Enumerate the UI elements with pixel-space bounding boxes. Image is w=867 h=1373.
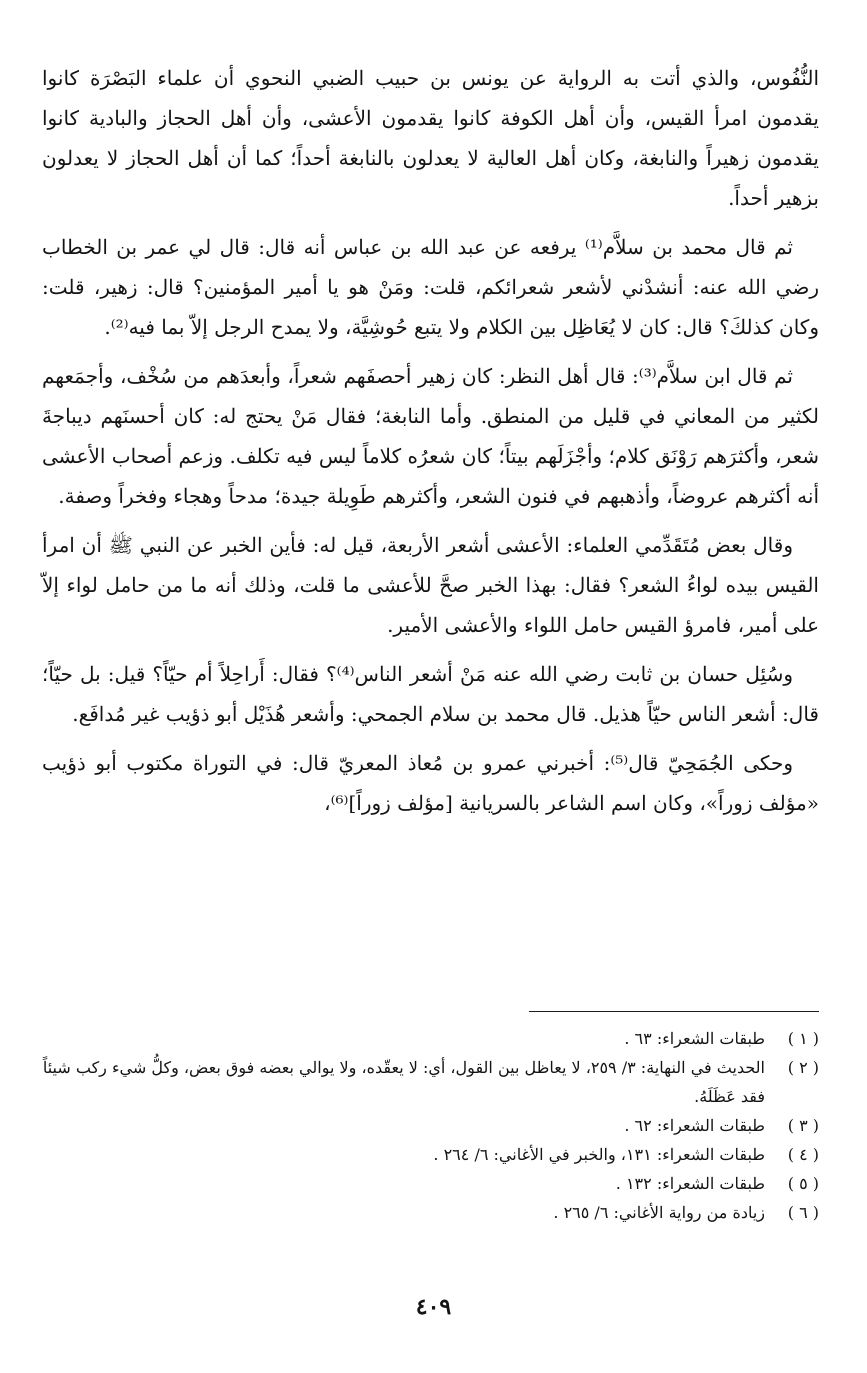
- footnote-number: ( ١ ): [787, 1029, 819, 1048]
- footnote-text: طبقات الشعراء: ١٣٢ .: [615, 1174, 765, 1193]
- paragraph-3: ثم قال ابن سلاَّم⁽³⁾: قال أهل النظر: كان زهير أحصفَهم شعراً، وأبعدَهم من سُخْف، وأجمَعهم لكثير من المعاني في قليل من المنطق. وأما النابغة؛ فقال مَنْ يحتج له: كان أحسنَهم ديباجةَ شعر، وأكثرَهم رَوْنَق كلام؛ وأجْزَلَهم بيتاً؛ كان شعرُه كلاماً ليس فيه تكلف. وزعم أصحاب الأعشى أنه أكثرهم عروضاً، وأذهبهم في فنون الشعر، وأكثرهم طَوِيلة جيدة؛ مدحاً وهجاء وفخراً وصفة.: [42, 364, 819, 508]
- footnote-text: الحديث في النهاية: ٣/ ٢٥٩، لا يعاظل بين القول، أي: لا يعقّده، ولا يوالي بعضه فوق بعض، وكلُّ شيء ركب شيئاً فقد عَظَلَهُ.: [42, 1058, 765, 1106]
- paragraph-1: النُّفُوس، والذي أتت به الرواية عن يونس بن حبيب الضبي النحوي أن علماء البَصْرَة كانوا يقدمون امرأ القيس، وأن أهل الكوفة كانوا يقدمون الأعشى، وأن أهل الحجاز والبادية كانوا يقدمون زهيراً والنابغة، وكان أهل العالية لا يعدلون بالنابغة أحداً؛ كما أن أهل الحجاز لا يعدلون بزهير أحداً.: [42, 66, 819, 210]
- page-number: ٤٠٩: [415, 1294, 452, 1320]
- footnote-text: طبقات الشعراء: ٦٢ .: [624, 1116, 765, 1135]
- footnote-number: ( ٦ ): [787, 1203, 819, 1222]
- footnote-6: [42, 1198, 819, 1227]
- paragraph-6: وحكى الجُمَحِيّ قال⁽⁵⁾: أخبرني عمرو بن مُعاذ المعريّ قال: في التوراة مكتوب أبو ذؤيب «مؤلف زوراً»، وكان اسم الشاعر بالسريانية [مؤلف زوراً]⁽⁶⁾،: [42, 751, 819, 815]
- footnote-text: زيادة من رواية الأغاني: ٦/ ٢٦٥ .: [553, 1203, 765, 1222]
- footnote-5: [42, 1169, 819, 1198]
- footnote-number: ( ٣ ): [787, 1116, 819, 1135]
- footnote-2: [42, 1053, 819, 1111]
- footnote-3: [42, 1111, 819, 1140]
- footnote-1: [42, 1024, 819, 1053]
- footnote-number: ( ٢ ): [787, 1058, 819, 1077]
- footnote-4: [42, 1140, 819, 1169]
- footnote-text: طبقات الشعراء: ٦٣ .: [624, 1029, 765, 1048]
- footnote-number: ( ٥ ): [787, 1174, 819, 1193]
- paragraph-4: وقال بعض مُتَقَدِّمي العلماء: الأعشى أشعر الأربعة، قيل له: فأين الخبر عن النبي ﷺ أن امرأ القيس بيده لواءُ الشعر؟ فقال: بهذا الخبر صحَّ للأعشى ما قلت، وذلك أنه ما من حامل لواء إلاّ على أمير، فامرؤ القيس حامل اللواء والأعشى الأمير.: [42, 533, 819, 637]
- footnote-number: ( ٤ ): [787, 1145, 819, 1164]
- paragraph-5: وسُئِل حسان بن ثابت رضي الله عنه مَنْ أشعر الناس⁽⁴⁾؟ فقال: أَراحِلاً أم حيّاً؟ قيل: بل حيّاً؛ قال: أشعر الناس حيّاً هذيل. قال محمد بن سلام الجمحي: وأشعر هُذَيْل أبو ذؤيب غير مُدافَع.: [42, 662, 819, 726]
- footnote-separator: [529, 1011, 819, 1012]
- footnotes: [42, 1024, 819, 1227]
- paragraph-2: ثم قال محمد بن سلاَّم⁽¹⁾ يرفعه عن عبد الله بن عباس أنه قال: قال لي عمر بن الخطاب رضي الله عنه: أنشدْني لأشعر شعرائكم، قلت: ومَنْ هو يا أمير المؤمنين؟ قال: زهير، قلت: وكان كذلكَ؟ قال: كان لا يُعَاظِل بين الكلام ولا يتبع حُوشِيَّة، ولا يمدح الرجل إلاّ بما فيه⁽²⁾.: [42, 235, 819, 339]
- main-text: [42, 58, 819, 832]
- footnote-text: طبقات الشعراء: ١٣١، والخبر في الأغاني: ٦/ ٢٦٤ .: [433, 1145, 765, 1164]
